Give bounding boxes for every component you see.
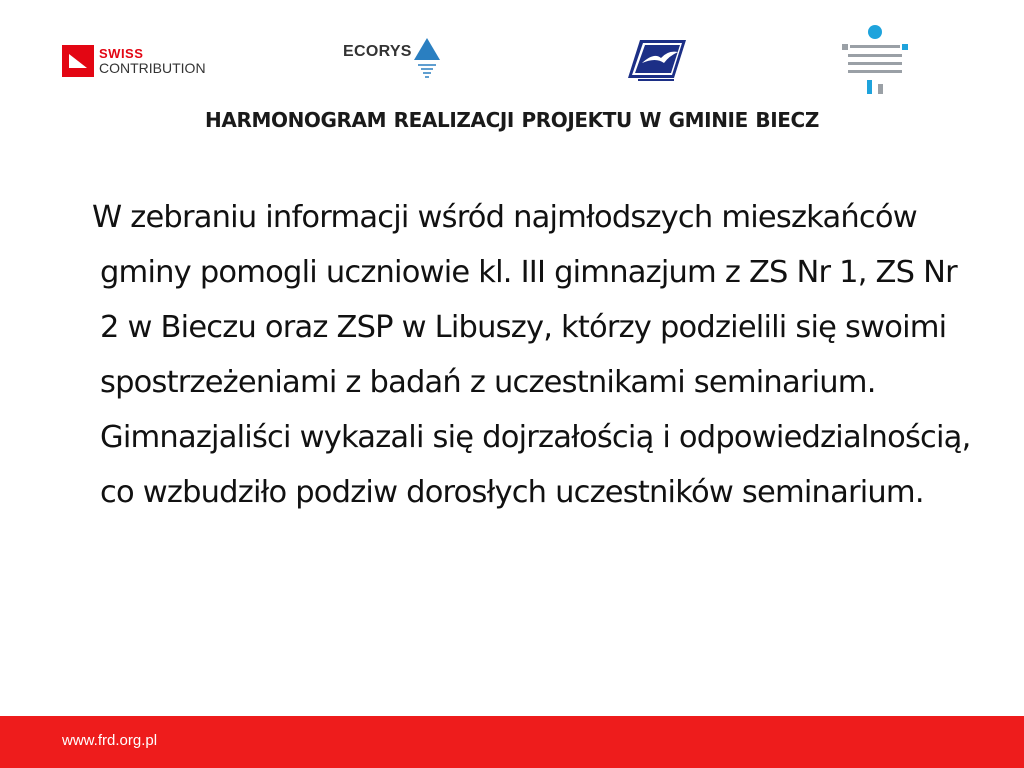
swiss-line1: SWISS bbox=[99, 46, 144, 61]
ecorys-logo bbox=[343, 38, 440, 84]
swiss-contribution-logo bbox=[62, 44, 206, 78]
body-paragraph-2: Gimnazjaliści wykazali się dojrzałością i odpowiedzialnością, co wzbudziło podziw dorosłych uczestników seminarium. bbox=[100, 420, 971, 510]
slide-title: HARMONOGRAM REALIZACJI PROJEKTU W GMINIE BIECZ bbox=[205, 108, 819, 132]
footer-bar bbox=[0, 716, 1024, 768]
swiss-line2: CONTRIBUTION bbox=[99, 60, 206, 76]
ecorys-triangle-icon bbox=[414, 38, 440, 84]
body-paragraph-1: W zebraniu informacji wśród najmłodszych mieszkańców gminy pomogli uczniowie kl. III gimnazjum z ZS Nr 1, ZS Nr 2 w Bieczu oraz ZSP w Libuszy, którzy podzielili się swoimi spostrzeżeniami z badań z uczestnikami seminarium. bbox=[92, 200, 957, 400]
euroregion-baltyk-logo bbox=[628, 38, 686, 84]
footer-url: www.frd.org.pl bbox=[62, 732, 158, 749]
frd-foundation-logo bbox=[840, 24, 910, 96]
ecorys-wordmark: ECORYS bbox=[343, 43, 412, 60]
swiss-flag-icon bbox=[62, 45, 94, 77]
slide-body bbox=[92, 190, 980, 520]
swiss-contribution-wordmark bbox=[99, 47, 206, 75]
logo-bar bbox=[0, 0, 1024, 100]
